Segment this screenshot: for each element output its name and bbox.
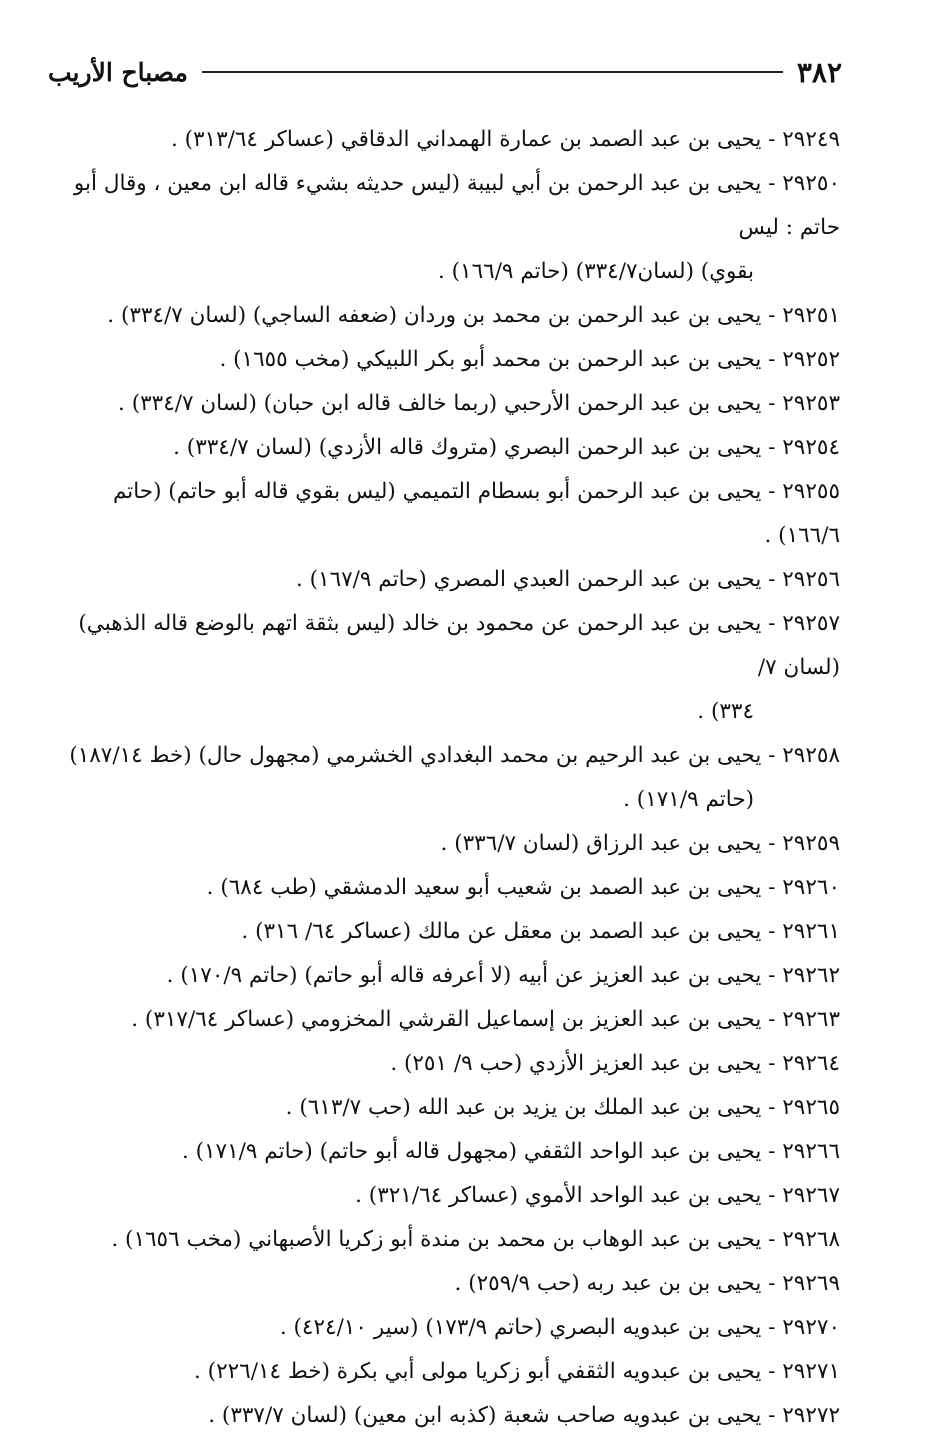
entry-continuation: ٣٣٤) . <box>697 699 754 724</box>
entry-text: ٢٩٢٦٨ - يحيى بن عبد الوهاب بن محمد بن مندة أبو زكريا الأصبهاني (مخب ١٦٥٦) . <box>111 1227 840 1252</box>
entry-text: ٢٩٢٥٥ - يحيى بن عبد الرحمن أبو بسطام التميمي (ليس بقوي قاله أبو حاتم) (حاتم ١٦٦/٦) . <box>112 479 840 548</box>
entry-29253 <box>68 382 840 426</box>
entry-29265 <box>68 1086 840 1130</box>
entry-text: ٢٩٢٦٦ - يحيى بن عبد الواحد الثقفي (مجهول قاله أبو حاتم) (حاتم ١٧١/٩) . <box>181 1139 840 1164</box>
entry-text: ٢٩٢٥١ - يحيى بن عبد الرحمن بن محمد بن وردان (ضعفه الساجي) (لسان ٣٣٤/٧) . <box>107 303 840 328</box>
entry-29251 <box>68 294 840 338</box>
entry-29258 <box>68 734 840 822</box>
entry-text: ٢٩٢٦٩ - يحيى بن بن عبد ربه (حب ٢٥٩/٩) . <box>454 1271 840 1296</box>
entry-list <box>68 118 840 1438</box>
entry-29266 <box>68 1130 840 1174</box>
entry-text: ٢٩٢٦٢ - يحيى بن عبد العزيز عن أبيه (لا أعرفه قاله أبو حاتم) (حاتم ١٧٠/٩) . <box>166 963 840 988</box>
entry-text: ٢٩٢٥٧ - يحيى بن عبد الرحمن عن محمود بن خالد (ليس بثقة اتهم بالوضع قاله الذهبي) (لسان ٧/ <box>78 611 840 680</box>
entry-29250 <box>68 162 840 294</box>
entry-29270 <box>68 1306 840 1350</box>
entry-text: ٢٩٢٦٣ - يحيى بن عبد العزيز بن إسماعيل القرشي المخزومي (عساكر ٣١٧/٦٤) . <box>131 1007 840 1032</box>
entry-text: ٢٩٢٥٦ - يحيى بن عبد الرحمن العبدي المصري (حاتم ١٦٧/٩) . <box>295 567 840 592</box>
entry-text: ٢٩٢٦١ - يحيى بن عبد الصمد بن معقل عن مالك (عساكر ٦٤/ ٣١٦) . <box>241 919 840 944</box>
header-rule <box>202 71 783 73</box>
entry-text: ٢٩٢٦٥ - يحيى بن عبد الملك بن يزيد بن عبد الله (حب ٦١٣/٧) . <box>285 1095 840 1120</box>
entry-29268 <box>68 1218 840 1262</box>
page-number: ٣٨٢ <box>796 55 842 89</box>
entry-29261 <box>68 910 840 954</box>
entry-29263 <box>68 998 840 1042</box>
entry-text: ٢٩٢٥٣ - يحيى بن عبد الرحمن الأرحبي (ربما خالف قاله ابن حبان) (لسان ٣٣٤/٧) . <box>118 391 840 416</box>
entry-text: ٢٩٢٥٢ - يحيى بن عبد الرحمن بن محمد أبو بكر اللبيكي (مخب ١٦٥٥) . <box>219 347 840 372</box>
entry-29262 <box>68 954 840 998</box>
entry-29259 <box>68 822 840 866</box>
entry-continuation: (حاتم ١٧١/٩) . <box>623 787 754 812</box>
entry-29260 <box>68 866 840 910</box>
entry-text: ٢٩٢٧٢ - يحيى بن عبدويه صاحب شعبة (كذبه ابن معين) (لسان ٣٣٧/٧) . <box>208 1403 840 1428</box>
entry-text: ٢٩٢٥٩ - يحيى بن عبد الرزاق (لسان ٣٣٦/٧) . <box>440 831 840 856</box>
entry-29256 <box>68 558 840 602</box>
entry-29255 <box>68 470 840 558</box>
entry-29257 <box>68 602 840 734</box>
entry-text: ٢٩٢٧٠ - يحيى بن عبدويه البصري (حاتم ١٧٣/٩) (سير ٤٢٤/١٠) . <box>279 1315 840 1340</box>
entry-text: ٢٩٢٦٠ - يحيى بن عبد الصمد بن شعيب أبو سعيد الدمشقي (طب ٦٨٤) . <box>206 875 840 900</box>
entry-text: ٢٩٢٥٠ - يحيى بن عبد الرحمن بن أبي لبيبة (ليس حديثه بشيء قاله ابن معين ، وقال أبو حاتم : ليس <box>73 171 840 240</box>
entry-29267 <box>68 1174 840 1218</box>
entry-29252 <box>68 338 840 382</box>
entry-text: ٢٩٢٥٨ - يحيى بن عبد الرحيم بن محمد البغدادي الخشرمي (مجهول حال) (خط ١٨٧/١٤) <box>69 743 840 768</box>
entry-text: ٢٩٢٤٩ - يحيى بن عبد الصمد بن عمارة الهمداني الدقاقي (عساكر ٣١٣/٦٤) . <box>170 127 840 152</box>
book-title: مصباح الأريب <box>48 57 188 87</box>
entry-29269 <box>68 1262 840 1306</box>
entry-29271 <box>68 1350 840 1394</box>
entry-continuation: بقوي) (لسان٣٣٤/٧) (حاتم ١٦٦/٩) . <box>437 259 754 284</box>
entry-29272 <box>68 1394 840 1438</box>
entry-text: ٢٩٢٥٤ - يحيى بن عبد الرحمن البصري (متروك قاله الأزدي) (لسان ٣٣٤/٧) . <box>173 435 840 460</box>
entry-text: ٢٩٢٦٤ - يحيى بن عبد العزيز الأزدي (حب ٩/ ٢٥١) . <box>390 1051 840 1076</box>
entry-29254 <box>68 426 840 470</box>
entry-text: ٢٩٢٦٧ - يحيى بن عبد الواحد الأموي (عساكر ٣٢١/٦٤) . <box>355 1183 840 1208</box>
entry-text: ٢٩٢٧١ - يحيى بن عبدويه الثقفي أبو زكريا مولى أبي بكرة (خط ٢٢٦/١٤) . <box>194 1359 840 1384</box>
entry-29249 <box>68 118 840 162</box>
entry-29264 <box>68 1042 840 1086</box>
page-header <box>48 52 842 92</box>
